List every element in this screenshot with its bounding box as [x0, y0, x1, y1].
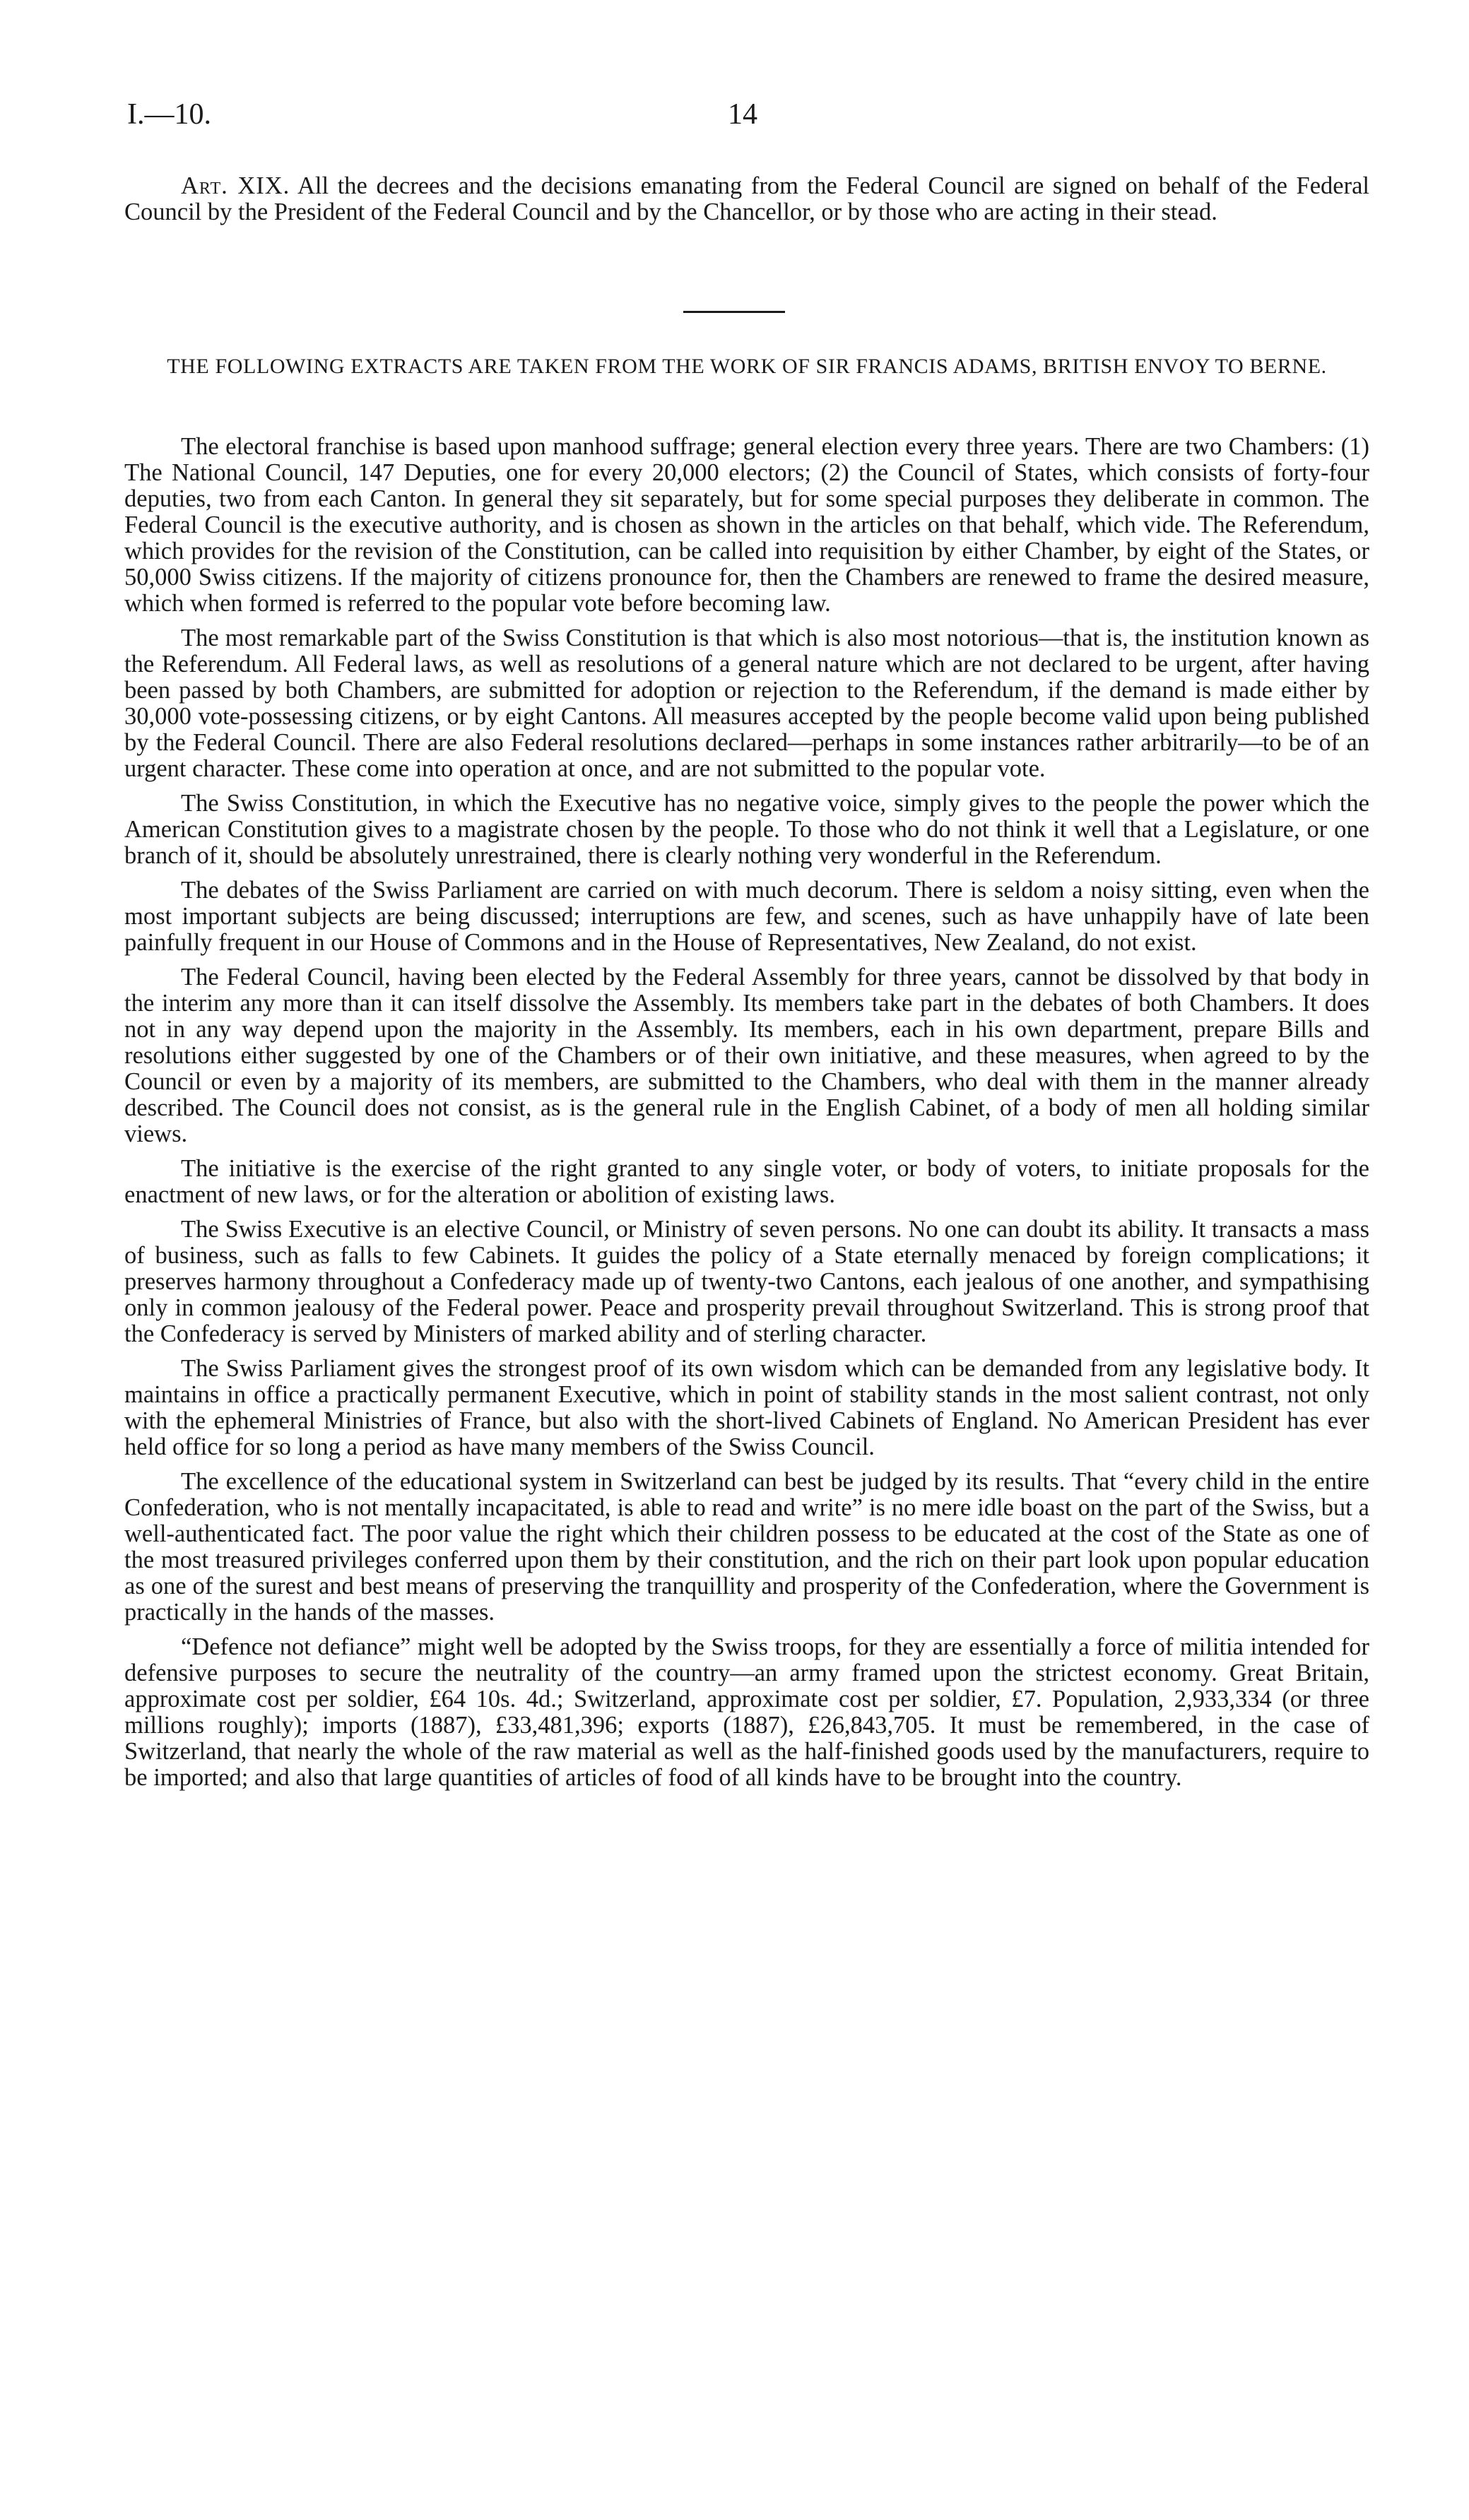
article-block [124, 173, 1369, 234]
paragraph: The excellence of the educational system in Switzerland can best be judged by its results. That “every child in the entire Confederation, who is not mentally incapacitated, is able to read and write” is no mere idle boast on the part of the Swiss, but a well-authenticated fact. The poor value the right which their children possess to be educated at the cost of the State as one of the most treasured privileges conferred upon them by their constitution, and the rich on their part look upon popular education as one of the surest and best means of preserving the tranquillity and prosperity of the Confederation, where the Government is practically in the hands of the masses. [124, 1468, 1369, 1626]
paragraph: The Swiss Constitution, in which the Executive has no negative voice, simply gives to the people the power which the American Constitution gives to a magistrate chosen by the people. To those who do not think it well that a Legislature, or one branch of it, should be absolutely unrestrained, there is clearly nothing very wonderful in the Referendum. [124, 790, 1369, 869]
page-number: 14 [728, 98, 757, 131]
article-paragraph [124, 173, 1369, 225]
paragraph: The debates of the Swiss Parliament are carried on with much decorum. There is seldom a noisy sitting, even when the most important subjects are being discussed; interruptions are few, and scenes, such as have unhappily have of late been painfully frequent in our House of Commons and in the House of Representatives, New Zealand, do not exist. [124, 877, 1369, 956]
extracts-body [124, 434, 1369, 1799]
page-header [127, 97, 1371, 140]
paragraph: “Defence not defiance” might well be adopted by the Swiss troops, for they are essentially a force of militia intended for defensive purposes to secure the neutrality of the country—an army framed upon the strictest economy. Great Britain, approximate cost per soldier, £64 10s. 4d.; Switzerland, approximate cost per soldier, £7. Population, 2,933,334 (or three millions roughly); imports (1887), £33,481,396; exports (1887), £26,843,705. It must be remembered, in the case of Switzerland, that nearly the whole of the raw material as well as the half-finished goods used by the manufacturers, require to be imported; and also that large quantities of articles of food of all kinds have to be brought into the country. [124, 1633, 1369, 1791]
paragraph: The electoral franchise is based upon manhood suffrage; general election every three years. There are two Chambers: (1) The National Council, 147 Deputies, one for every 20,000 electors; (2) the Council of States, which consists of forty-four deputies, two from each Canton. In general they sit separately, but for some special purposes they deliberate in common. The Federal Council is the executive authority, and is chosen as shown in the articles on that behalf, which vide. The Referendum, which provides for the revision of the Constitution, can be called into requisition by either Chamber, by eight of the States, or 50,000 Swiss citizens. If the majority of citizens pronounce for, then the Chambers are renewed to frame the desired measure, which when formed is referred to the popular vote before becoming law. [124, 433, 1369, 617]
paragraph: The Swiss Parliament gives the strongest proof of its own wisdom which can be demanded from any legislative body. It maintains in office a practically permanent Executive, which in point of stability stands in the most salient contrast, not only with the ephemeral Ministries of France, but also with the short-lived Cabinets of England. No American President has ever held office for so long a period as have many members of the Swiss Council. [124, 1355, 1369, 1460]
article-text: All the decrees and the decisions emanating from the Federal Council are signed on behalf of the Federal Council by the President of the Federal Council and by the Chancellor, or by those who are acting in their stead. [124, 172, 1369, 225]
section-heading: THE FOLLOWING EXTRACTS ARE TAKEN FROM THE WORK OF SIR FRANCIS ADAMS, BRITISH ENVOY TO BERNE. [167, 355, 1327, 378]
section-divider [683, 311, 785, 313]
article-label: Art. XIX. [181, 172, 290, 199]
paragraph: The Swiss Executive is an elective Council, or Ministry of seven persons. No one can doubt its ability. It transacts a mass of business, such as falls to few Cabinets. It guides the policy of a State eternally menaced by foreign complications; it preserves harmony throughout a Confederacy made up of twenty-two Cantons, each jealous of one another, and sympathising only in common jealousy of the Federal power. Peace and prosperity prevail throughout Switzerland. This is strong proof that the Confederacy is served by Ministers of marked ability and of sterling character. [124, 1216, 1369, 1347]
paragraph: The initiative is the exercise of the right granted to any single voter, or body of voters, to initiate proposals for the enactment of new laws, or for the alteration or abolition of existing laws. [124, 1155, 1369, 1208]
paragraph: The Federal Council, having been elected by the Federal Assembly for three years, cannot be dissolved by that body in the interim any more than it can itself dissolve the Assembly. Its members take part in the debates of both Chambers. It does not in any way depend upon the majority in the Assembly. Its members, each in his own department, prepare Bills and resolutions either suggested by one of the Chambers or of their own initiative, and these measures, when agreed to by the Council or even by a majority of its members, are submitted to the Chambers, who deal with them in the manner already described. The Council does not consist, as is the general rule in the English Cabinet, of a body of men all holding similar views. [124, 964, 1369, 1147]
document-code: I.—10. [127, 98, 211, 131]
paragraph: The most remarkable part of the Swiss Constitution is that which is also most notorious—that is, the institution known as the Referendum. All Federal laws, as well as resolutions of a general nature which are not declared to be urgent, after having been passed by both Chambers, are submitted for adoption or rejection to the Referendum, if the demand is made either by 30,000 vote-possessing citizens, or by eight Cantons. All measures accepted by the people become valid upon being published by the Federal Council. There are also Federal resolutions declared—perhaps in some instances rather arbitrarily—to be of an urgent character. These come into operation at once, and are not submitted to the popular vote. [124, 625, 1369, 782]
